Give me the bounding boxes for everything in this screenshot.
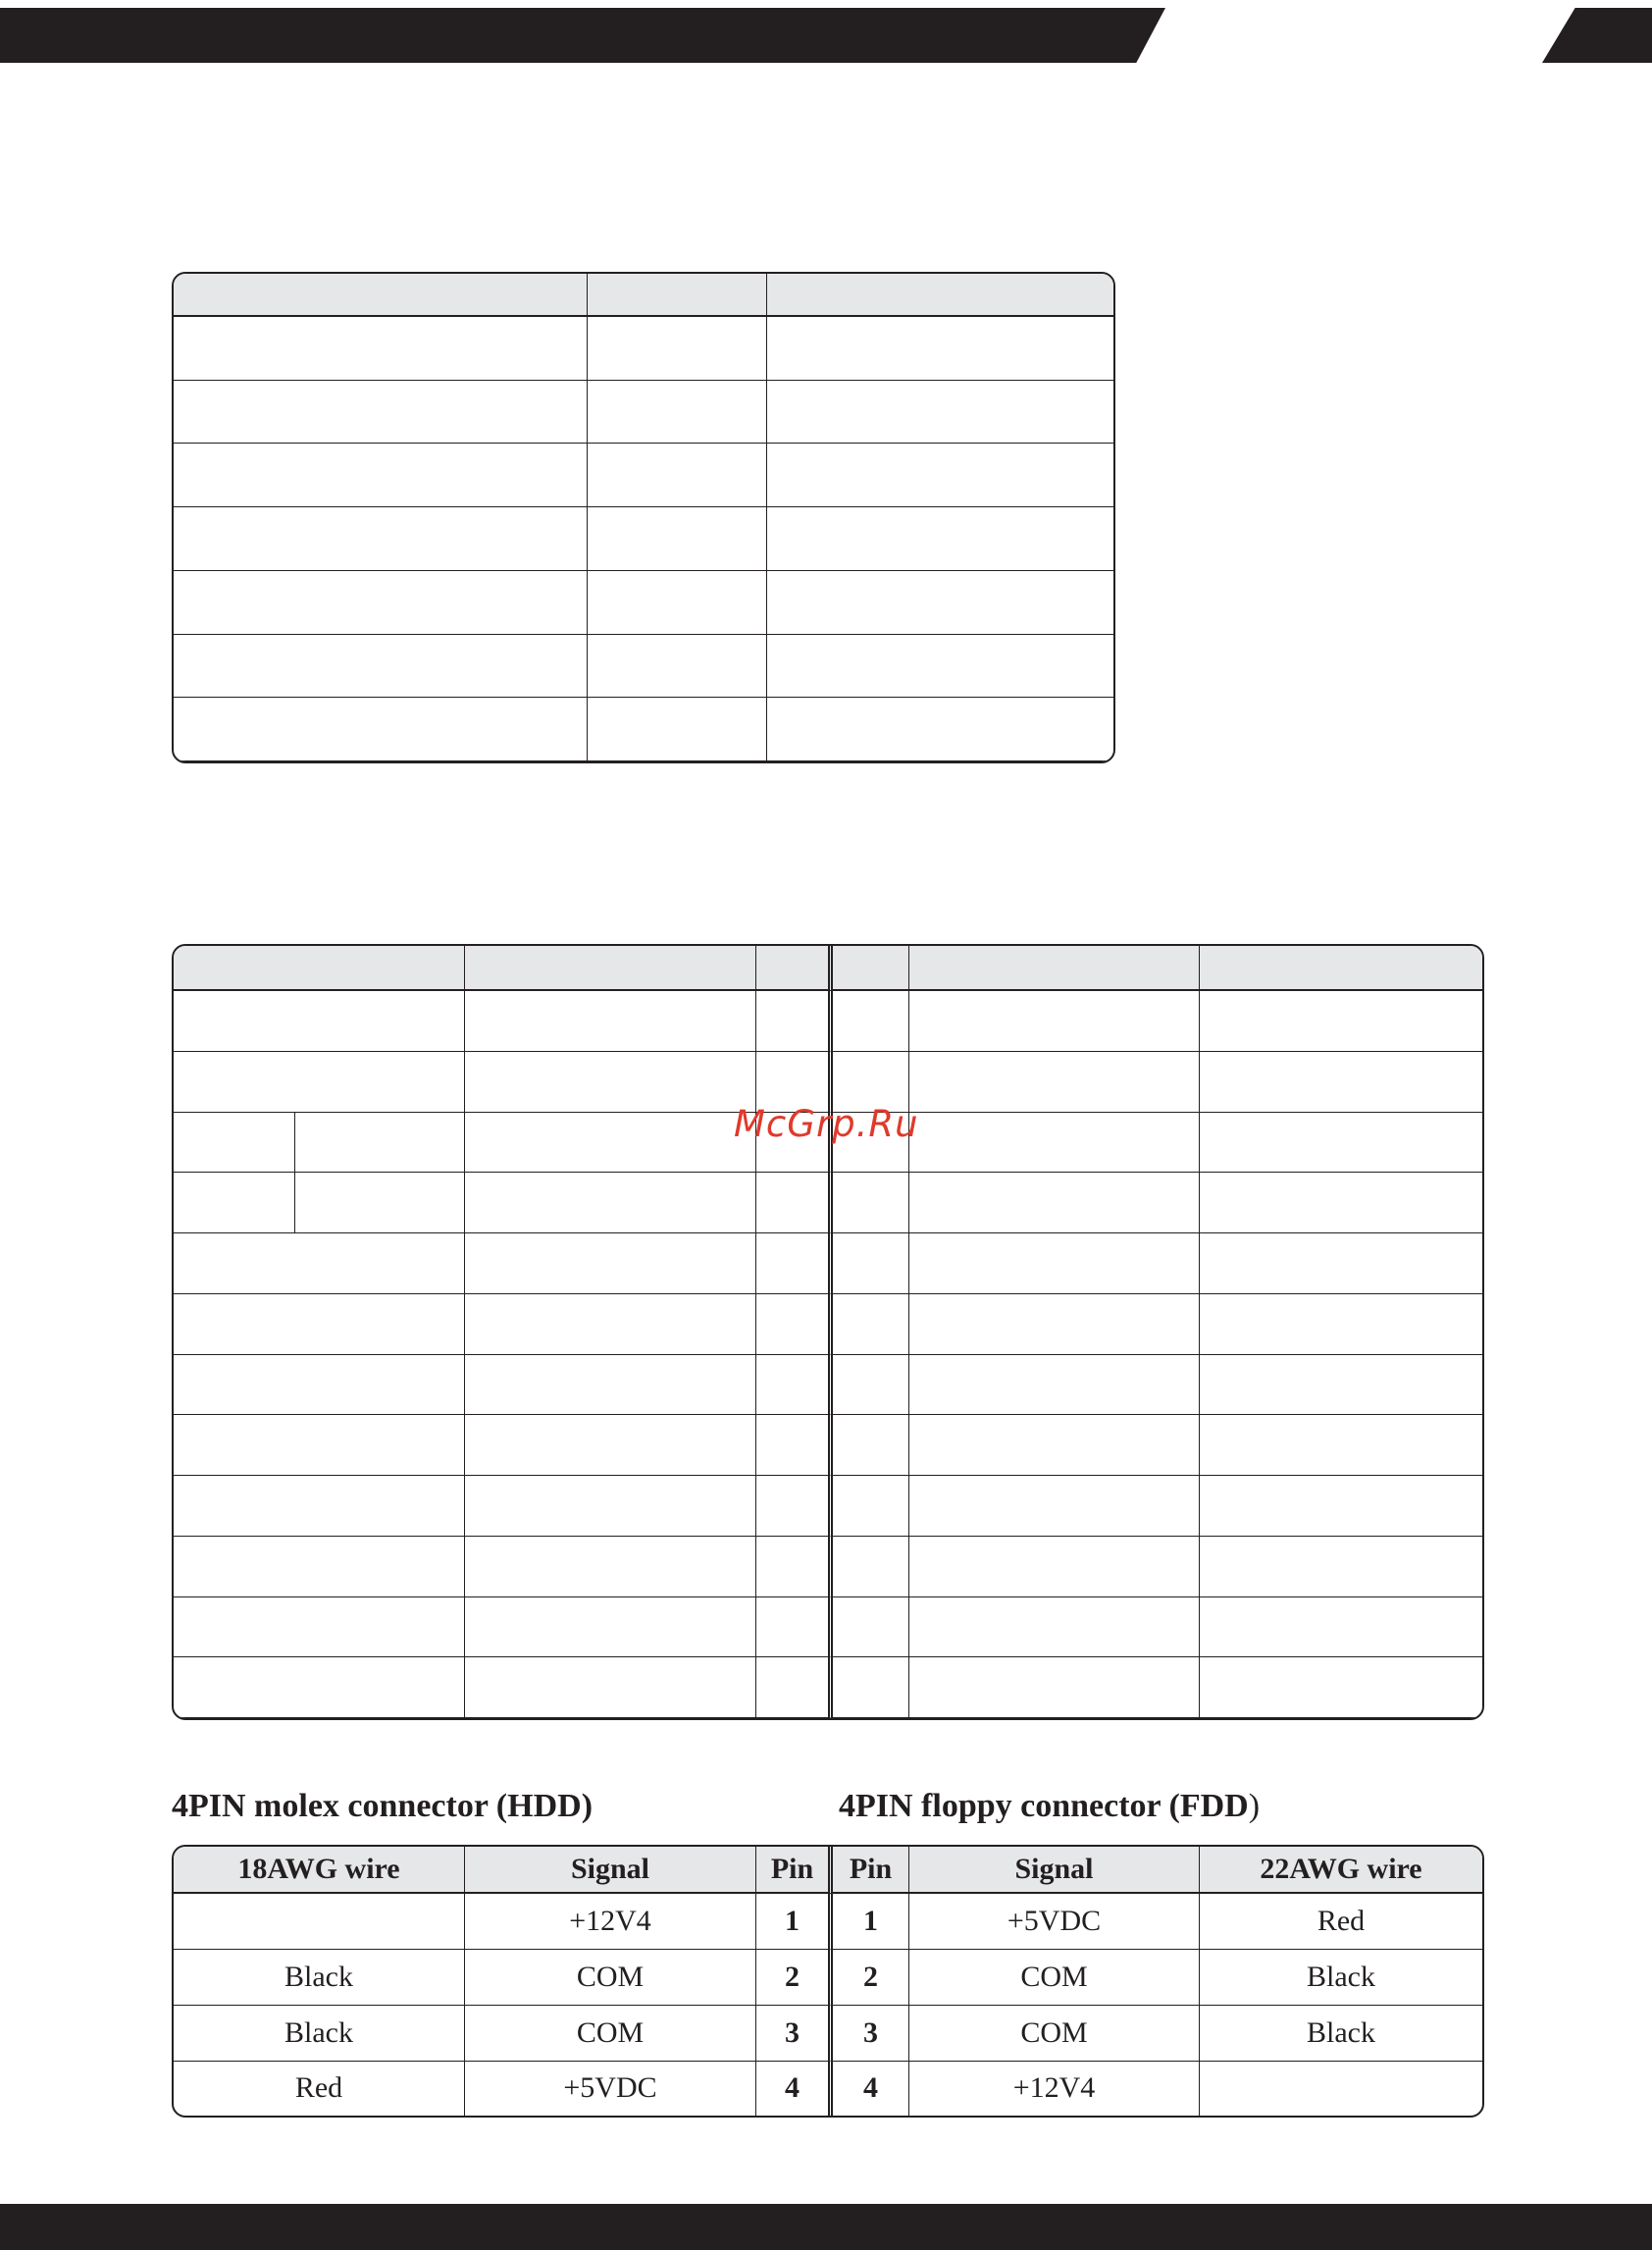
hdd-signal: COM: [465, 1950, 756, 2006]
hdd-signal: +12V4: [465, 1894, 756, 1950]
hdd-signal: +5VDC: [465, 2062, 756, 2116]
fdd-signal: COM: [909, 1950, 1200, 2006]
table-row: [174, 2062, 1482, 2116]
header-22awg-wire: 22AWG wire: [1200, 1847, 1482, 1894]
fdd-pin: 3: [833, 2006, 909, 2062]
fdd-pin: 1: [833, 1894, 909, 1950]
fdd-signal: +12V4: [909, 2062, 1200, 2116]
fdd-pin: 2: [833, 1950, 909, 2006]
header-18awg-wire: 18AWG wire: [174, 1847, 465, 1894]
hdd-signal: COM: [465, 2006, 756, 2062]
hdd-wire: Black: [174, 1950, 465, 2006]
molex-hdd-title-text: 4PIN molex connector (HDD: [172, 1788, 582, 1824]
hdd-wire: [174, 1894, 465, 1950]
molex-hdd-title: [172, 1788, 593, 1825]
header-bar-tab: [1542, 8, 1652, 63]
hdd-pin: 2: [756, 1950, 833, 2006]
pinout-table-24pin: [172, 944, 1484, 1720]
header-bar: [0, 8, 1165, 63]
fdd-wire: Black: [1200, 1950, 1482, 2006]
spec-table-1: [172, 272, 1115, 763]
fdd-wire: Red: [1200, 1894, 1482, 1950]
fdd-pin: 4: [833, 2062, 909, 2116]
fdd-wire: [1200, 2062, 1482, 2116]
floppy-fdd-title: [839, 1788, 1260, 1825]
header-signal-hdd: Signal: [465, 1847, 756, 1894]
fdd-wire: Black: [1200, 2006, 1482, 2062]
hdd-pin: 3: [756, 2006, 833, 2062]
molex-hdd-title-close: ): [581, 1788, 594, 1824]
header-pin-fdd: Pin: [833, 1847, 909, 1894]
fdd-signal: +5VDC: [909, 1894, 1200, 1950]
fdd-signal: COM: [909, 2006, 1200, 2062]
floppy-fdd-title-text: 4PIN floppy connector (FDD: [839, 1788, 1249, 1824]
floppy-fdd-title-close: ): [1248, 1788, 1261, 1824]
table-row: [174, 1894, 1482, 1950]
footer-bar: [0, 2204, 1652, 2250]
header-signal-fdd: Signal: [909, 1847, 1200, 1894]
table-row: [174, 1950, 1482, 2006]
hdd-wire: Red: [174, 2062, 465, 2116]
header-pin-hdd: Pin: [756, 1847, 833, 1894]
molex-floppy-pinout-table: [172, 1845, 1484, 2118]
watermark: McGrp.Ru: [734, 1103, 919, 1145]
hdd-wire: Black: [174, 2006, 465, 2062]
hdd-pin: 1: [756, 1894, 833, 1950]
table-row: [174, 2006, 1482, 2062]
hdd-pin: 4: [756, 2062, 833, 2116]
